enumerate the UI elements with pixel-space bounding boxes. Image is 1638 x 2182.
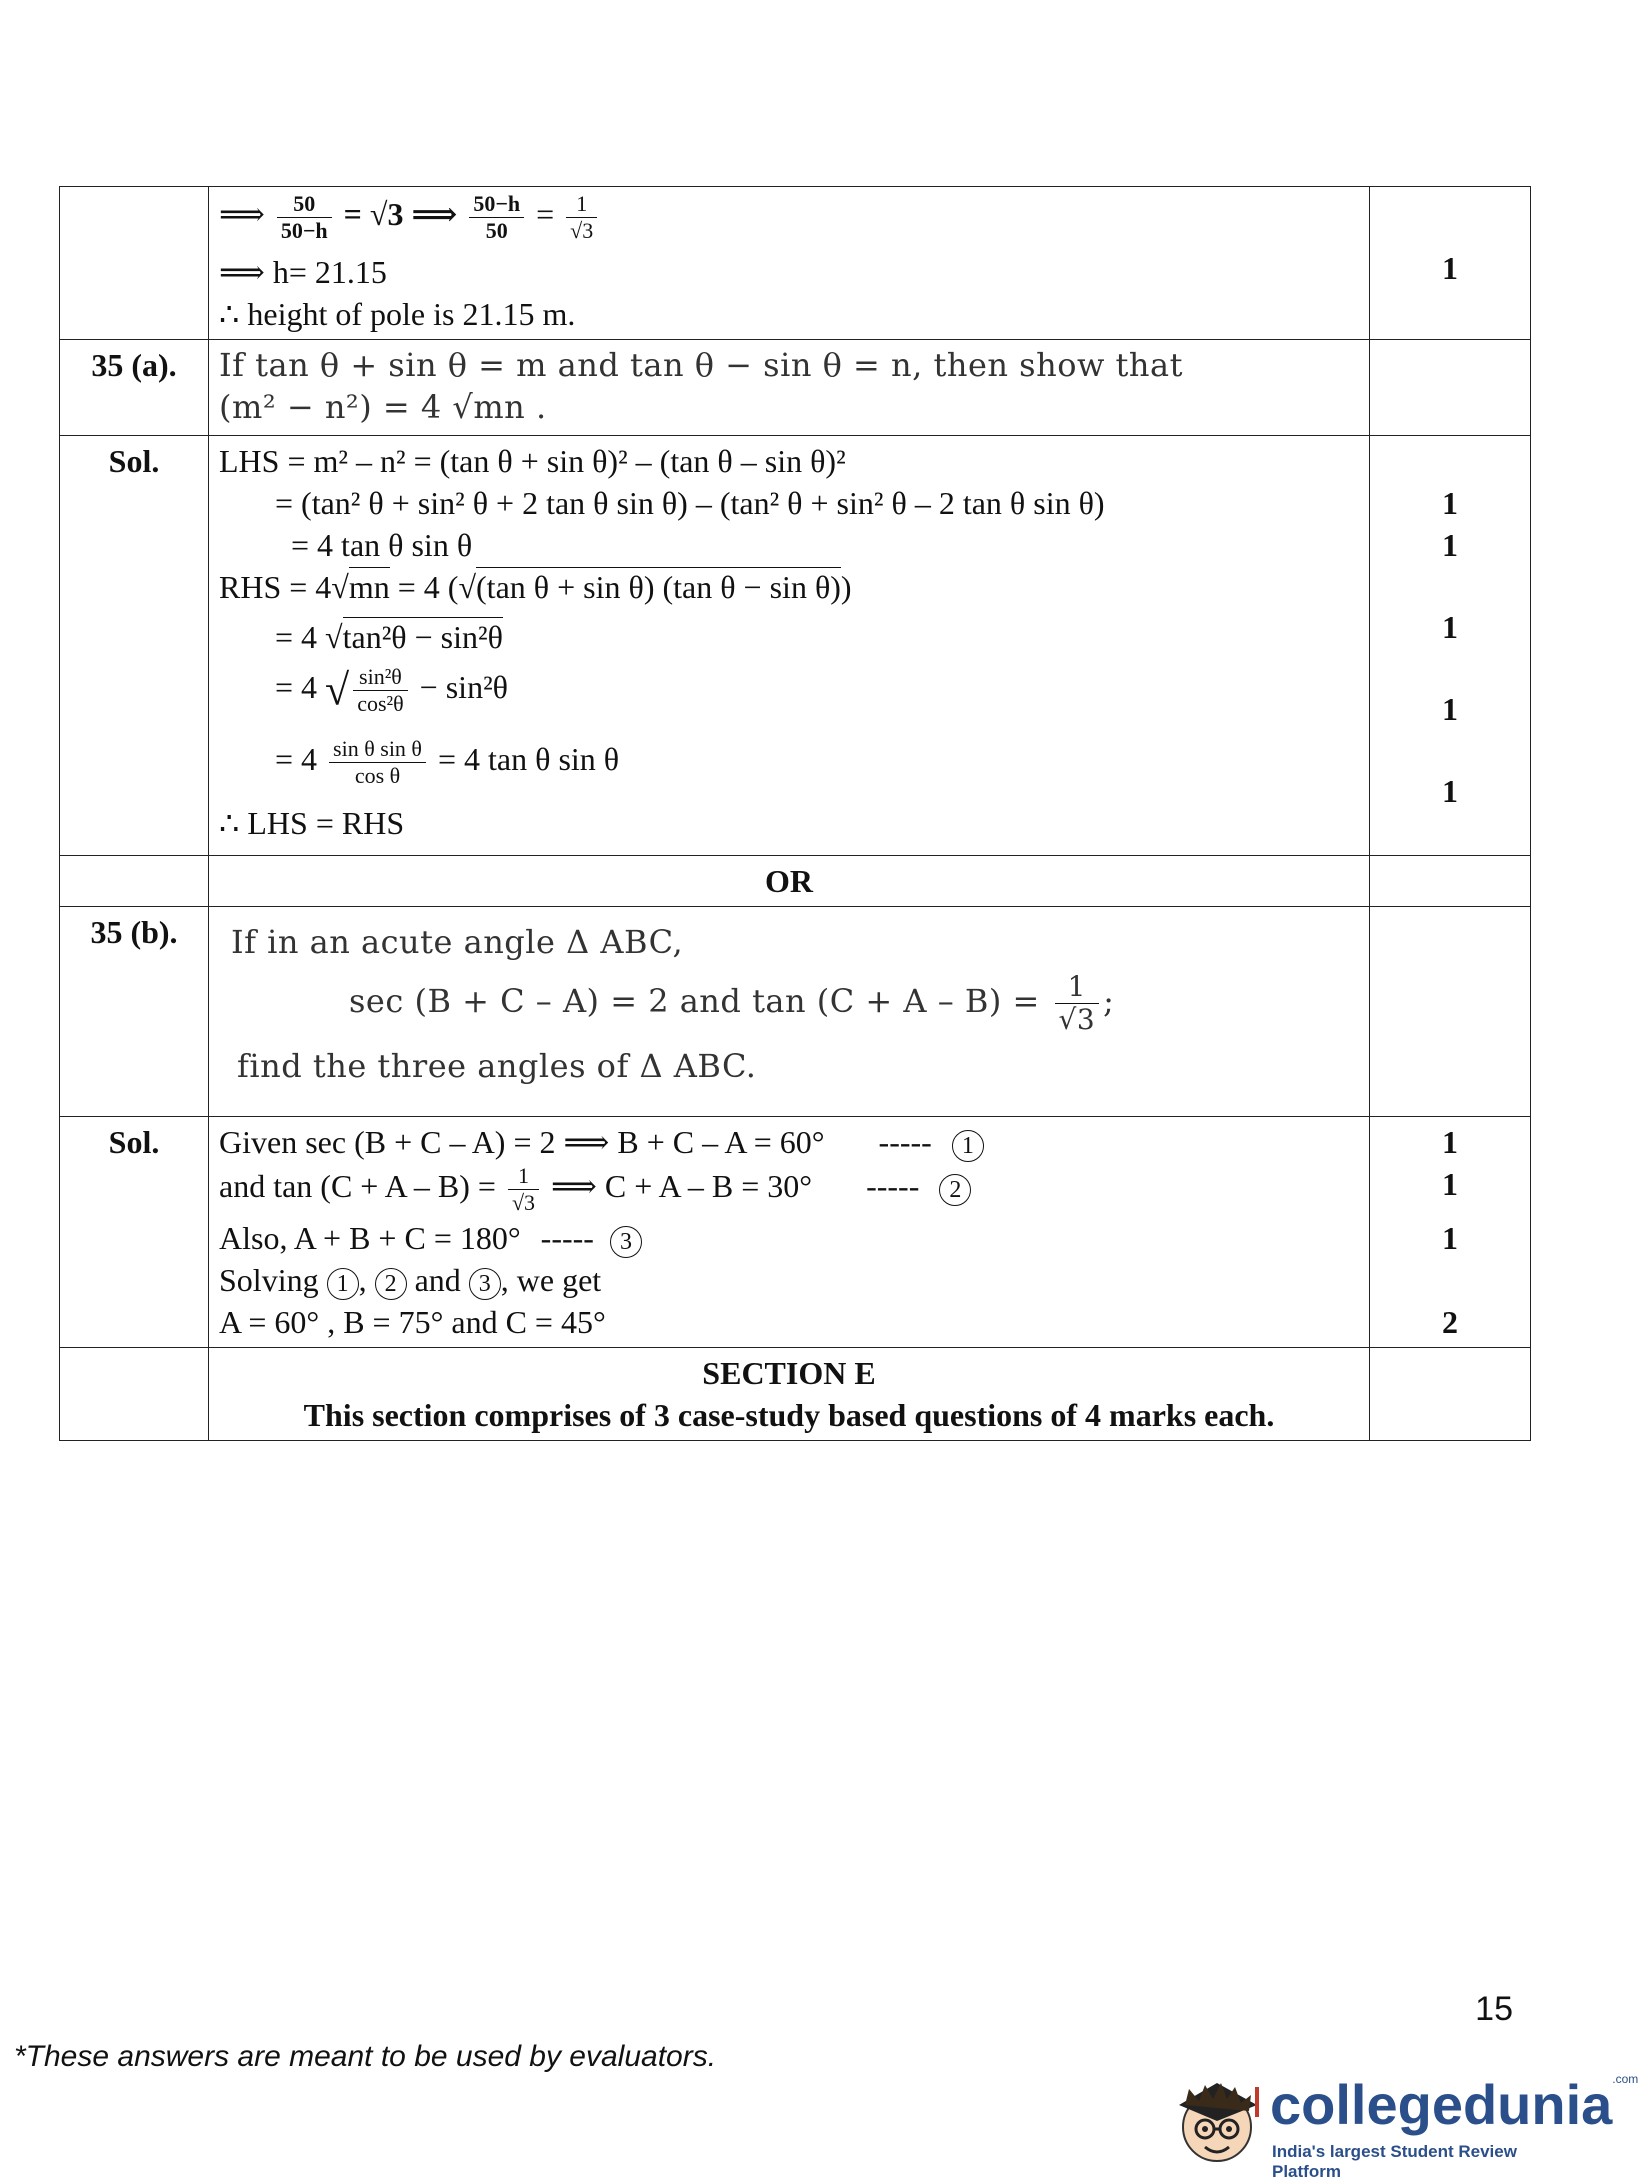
mark: 1 [1442,773,1458,809]
table-row [60,1117,1531,1348]
solution-line: and tan (C + A – B) = $\frac{1}{√3}$ ⟹ C + A – B = 30° ----- 2 [219,1163,1359,1217]
fraction: $\frac{50}{50-h}$ [277,191,332,244]
mark: 2 [1442,1304,1458,1340]
marks-cell [1370,1348,1531,1441]
circled-number: 3 [610,1226,642,1258]
solution-line: ⟹ h= 21.15 [219,254,387,290]
marks-cell [1370,907,1531,1117]
marks-cell [1370,340,1531,436]
fraction: $\frac{1}{√3}$ [508,1163,539,1216]
fraction: $\frac{\text{sin²θ}}{\text{cos²θ}}$ [353,664,407,717]
section-title: SECTION E [702,1355,876,1391]
brand-name: collegedunia$^{.com}$ [1270,2072,1638,2136]
question-cell [209,907,1370,1117]
solution-cell [209,436,1370,856]
or-label: OR [209,856,1370,907]
question-number-cell [60,187,209,340]
fraction: $\frac{1}{√3}$ [1055,971,1100,1036]
table-row [60,856,1531,907]
question-line: If tan θ + sin θ = m and tan θ − sin θ = n, then show that [219,346,1183,384]
mark: 1 [1442,691,1458,727]
question-line: sec (B + C – A) = 2 and tan (C + A – B) = $\frac{1}{√3}$ ; [349,970,1115,1036]
table-row [60,907,1531,1117]
solution-line: = 4 √ $\frac{\text{sin²θ}}{\text{cos²θ}}$ − sin²θ [275,664,508,716]
solution-line: = 4 $\frac{\text{sin θ sin θ}}{\text{cos θ}}$ = 4 tan θ sin θ [275,736,620,788]
fraction: $\frac{50-h}{50}$ [469,191,524,244]
sol-label-cell: Sol. [60,1117,209,1348]
question-cell [209,340,1370,436]
empty-cell [60,1348,209,1441]
page-number: 15 [1475,1990,1513,2028]
answer-table [59,186,1531,1441]
solution-line: Given sec (B + C – A) = 2 ⟹ B + C – A = 60° ----- 1 [219,1121,1359,1163]
solution-line: ∴ LHS = RHS [219,805,405,841]
table-row [60,340,1531,436]
solution-line: = (tan² θ + sin² θ + 2 tan θ sin θ) – (tan² θ + sin² θ – 2 tan θ sin θ) [275,485,1105,521]
marks-cell [1370,1117,1531,1348]
section-header [209,1348,1370,1441]
question-line: (m² − n²) = 4 √mn . [219,388,547,426]
solution-line: = 4 tan θ sin θ [291,527,473,563]
solution-line: = 4 √tan²θ − sin²θ [275,619,503,655]
question-line: find the three angles of Δ ABC. [237,1047,757,1085]
solution-line: Also, A + B + C = 180° ----- 3 [219,1217,1359,1259]
question-number-cell: 35 (a). [60,340,209,436]
solution-line: ⟹ $\frac{50}{50-h}$ = √3 ⟹ $\frac{50-h}{50}$ = $\frac{1}{√3}$ [219,191,1359,251]
solution-line: A = 60° , B = 75° and C = 45° [219,1304,606,1340]
table-row [60,436,1531,856]
mark [1380,440,1520,482]
solution-cell [209,1117,1370,1348]
table-row [60,1348,1531,1441]
brand-tagline: India's largest Student Review Platform [1272,2142,1517,2181]
fraction: $\frac{\text{sin θ sin θ}}{\text{cos θ}}$ [329,736,426,789]
section-description: This section comprises of 3 case-study based questions of 4 marks each. [303,1397,1275,1433]
mark: 1 [1442,1166,1458,1202]
solution-cell [209,187,1370,340]
mark: 1 [1442,1220,1458,1256]
mark: 1 [1442,485,1458,521]
solution-line: ∴ height of pole is 21.15 m. [219,296,576,332]
fraction: $\frac{1}{√3}$ [566,191,597,244]
question-number-cell: 35 (b). [60,907,209,1117]
footnote: *These answers are meant to be used by evaluators. [14,2040,717,2073]
question-line: If in an acute angle Δ ABC, [231,923,684,961]
circled-number: 1 [952,1130,984,1162]
mark: 1 [1442,527,1458,563]
marks-cell [1370,436,1531,856]
solution-line: Solving 1 , 2 and 3 , we get [219,1262,602,1298]
sol-label-cell: Sol. [60,436,209,856]
marks-cell [1370,187,1531,340]
mark [1380,566,1520,606]
circled-number: 2 [375,1268,407,1300]
mark: 1 [1442,250,1458,286]
circled-number: 1 [327,1268,359,1300]
circled-number: 2 [939,1174,971,1206]
solution-line: LHS = m² – n² = (tan θ + sin θ)² – (tan θ – sin θ)² [219,443,846,479]
circled-number: 3 [469,1268,501,1300]
empty-cell [60,856,209,907]
mark: 1 [1442,1124,1458,1160]
mark: 1 [1442,609,1458,645]
marks-cell [1370,856,1531,907]
table-row [60,187,1531,340]
mark [1380,1259,1520,1301]
solution-line: RHS = 4√mn = 4 (√(tan θ + sin θ) (tan θ − sin θ)) [219,569,852,605]
